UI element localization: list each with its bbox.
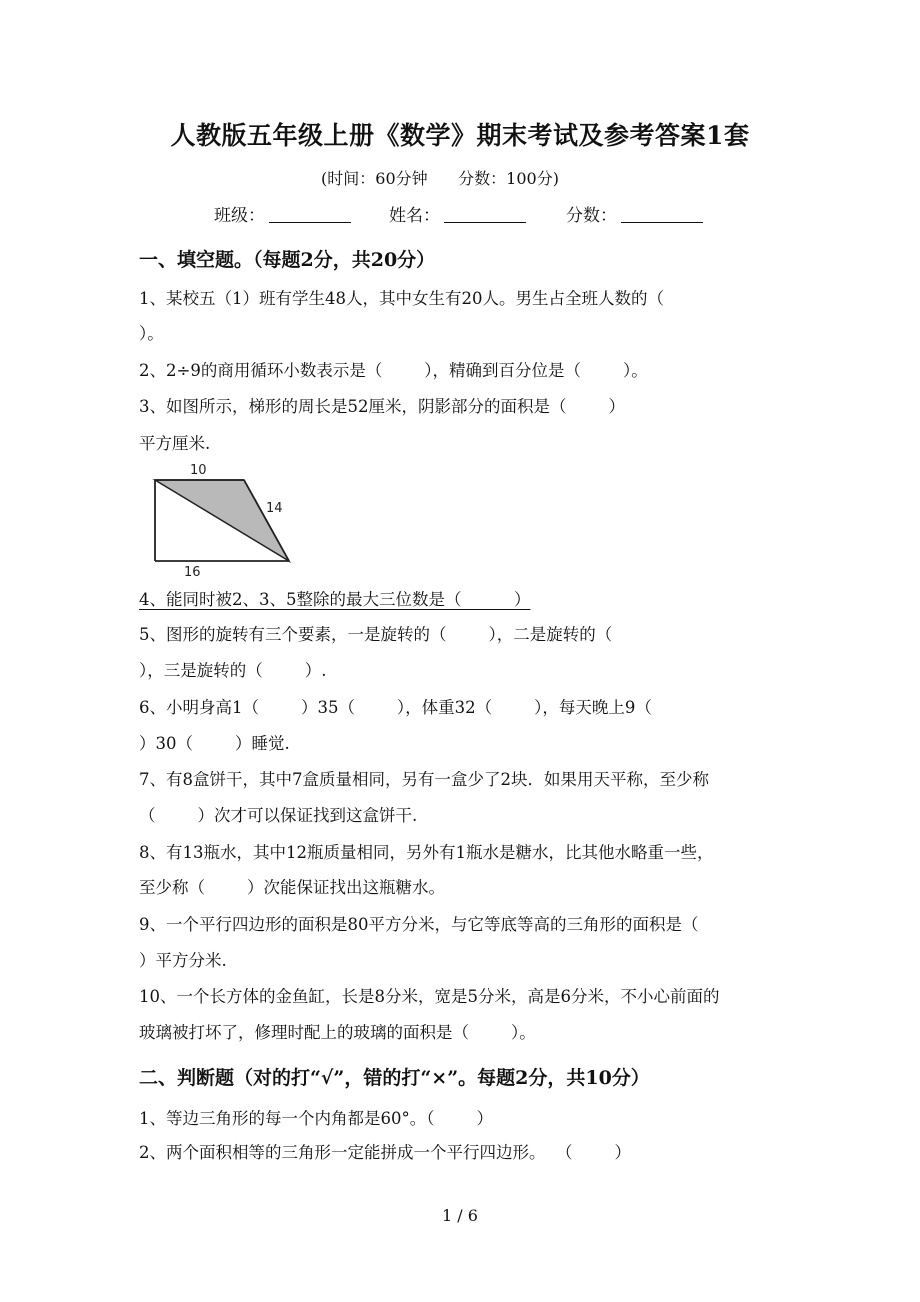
name-field: [389, 201, 526, 226]
question-line: 2、2÷9的商用循环小数表示是（ ），精确到百分位是（ ）。: [139, 361, 648, 380]
question-line: ），三是旋转的（ ）.: [139, 661, 327, 680]
question-line: ）。: [139, 324, 164, 343]
score-field: [566, 201, 703, 226]
class-label: 班级：: [214, 206, 265, 226]
question-line: 6、小明身高1（ ）35（ ），体重32（ ），每天晚上9（: [139, 698, 652, 717]
exam-time-score: (时间：60分钟 分数：100分): [321, 169, 559, 188]
question-line: 8、有13瓶水，其中12瓶质量相同，另外有1瓶水是糖水，比其他水略重一些，: [139, 843, 714, 862]
class-field: [214, 201, 351, 226]
question-line: 1、某校五（1）班有学生48人，其中女生有20人。男生占全班人数的（: [139, 289, 664, 308]
question-line: （ ）次才可以保证找到这盒饼干.: [139, 806, 418, 825]
label-top: 10: [190, 463, 207, 478]
label-bottom: 16: [184, 565, 201, 580]
section-heading-fill-blank: 一、填空题。（每题2分，共20分）: [139, 249, 436, 271]
section-heading-true-false: 二、判断题（对的打“√”，错的打“×”。每题2分，共10分）: [139, 1067, 650, 1089]
question-line: 2、两个面积相等的三角形一定能拼成一个平行四边形。 （ ）: [139, 1143, 631, 1162]
question-line: 至少称（ ）次能保证找出这瓶糖水。: [139, 878, 445, 897]
score-label: 分数：: [566, 206, 617, 226]
question-line: ）30（ ）睡觉.: [139, 734, 290, 753]
page-title: 人教版五年级上册《数学》期末考试及参考答案1套: [170, 121, 750, 150]
question-line: ）平方分米.: [139, 951, 227, 970]
page-number: 1 / 6: [442, 1206, 478, 1225]
question-line: 5、图形的旋转有三个要素，一是旋转的（ ），二是旋转的（: [139, 625, 613, 644]
question-line: 10、一个长方体的金鱼缸，长是8分米，宽是5分米，高是6分米，不小心前面的: [139, 987, 720, 1006]
question-line: 玻璃被打坏了，修理时配上的玻璃的面积是（ ）。: [139, 1023, 536, 1042]
shaded-triangle: [155, 480, 289, 561]
class-blank: [269, 204, 351, 223]
name-label: 姓名：: [389, 206, 440, 226]
question-line: 4、能同时被2、3、5整除的最大三位数是（ ）: [139, 590, 531, 609]
question-line: 9、一个平行四边形的面积是80平方分米，与它等底等高的三角形的面积是（: [139, 915, 699, 934]
trapezoid-figure: [142, 458, 302, 582]
question-line: 1、等边三角形的每一个内角都是60°。（ ）: [139, 1109, 493, 1128]
question-line: 7、有8盒饼干，其中7盒质量相同，另有一盒少了2块．如果用天平称，至少称: [139, 770, 709, 789]
label-side: 14: [266, 501, 283, 516]
name-blank: [444, 204, 526, 223]
question-line: 3、如图所示，梯形的周长是52厘米，阴影部分的面积是（ ）: [139, 397, 625, 416]
question-line: 平方厘米.: [139, 434, 211, 453]
score-blank: [621, 204, 703, 223]
